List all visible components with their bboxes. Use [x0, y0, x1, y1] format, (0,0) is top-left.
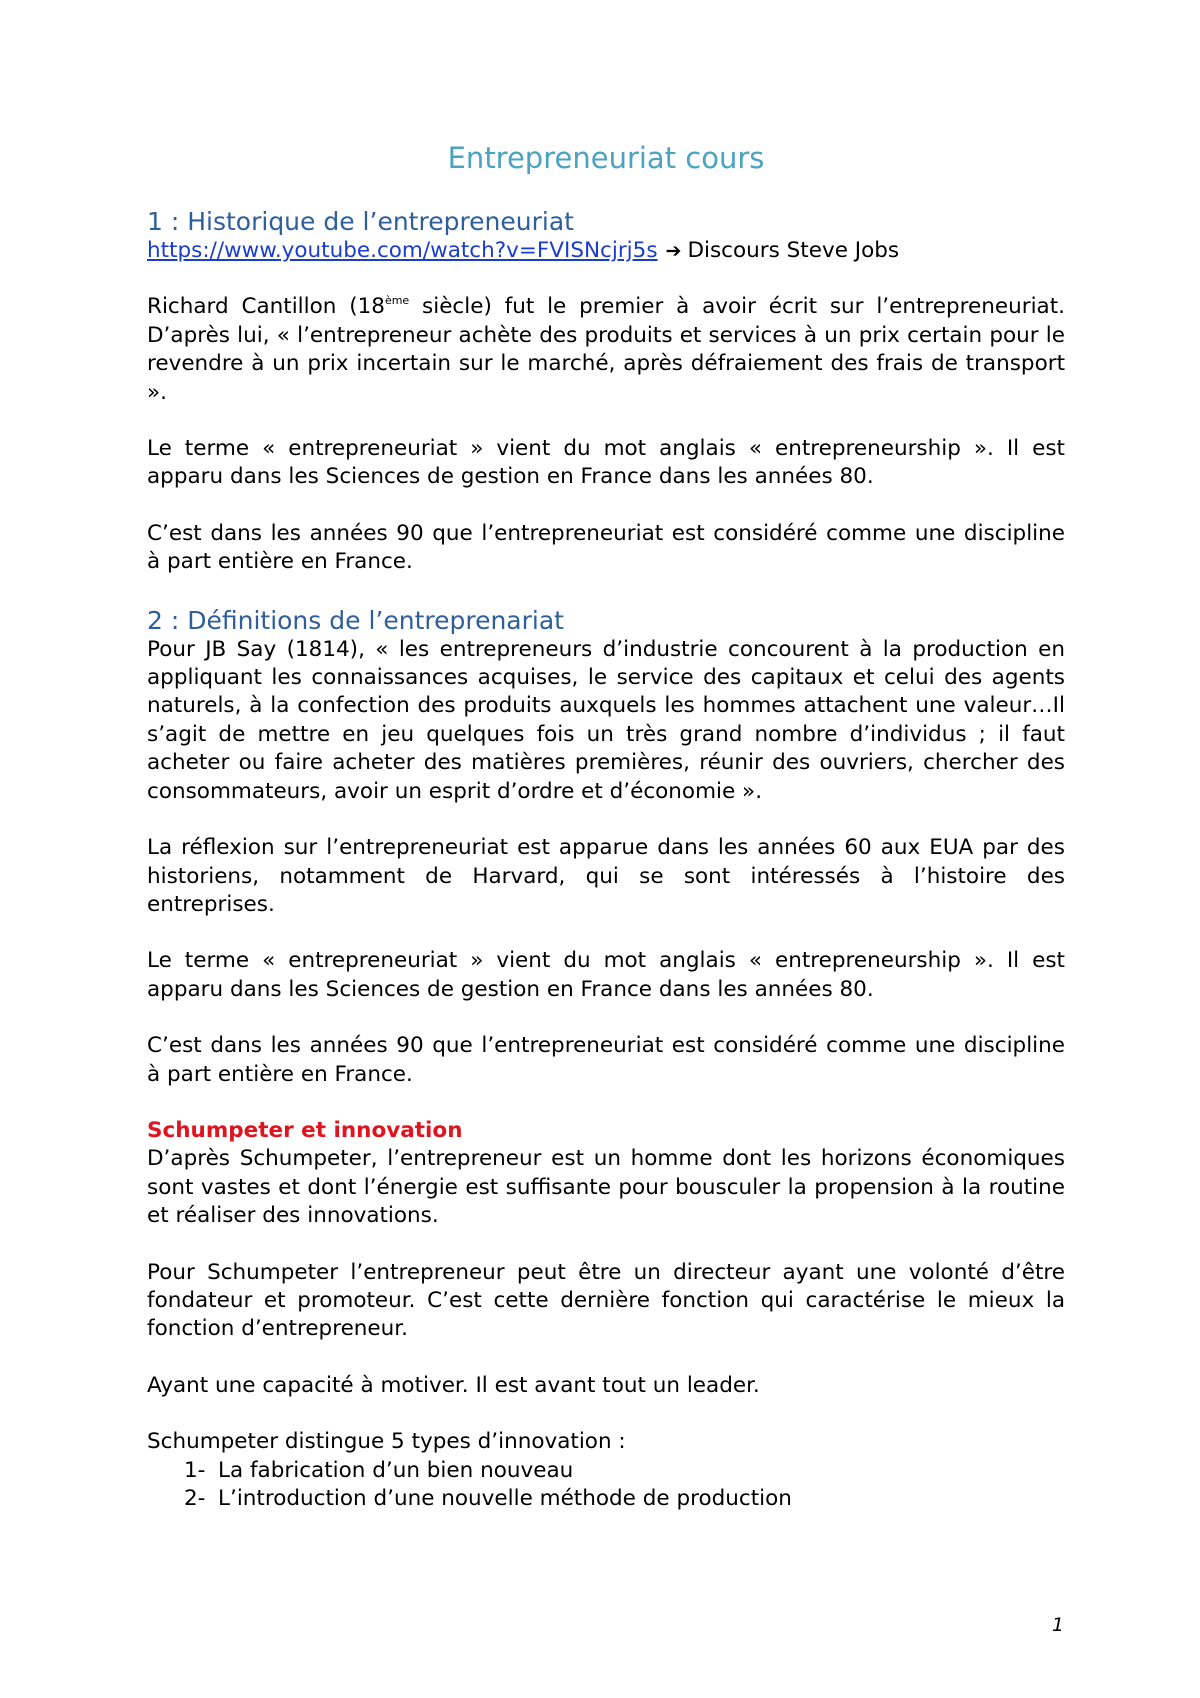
paragraph-cantillon	[147, 293, 1065, 407]
list-item	[147, 1457, 1065, 1485]
paragraph-leader: Ayant une capacité à motiver. Il est avant tout un leader.	[147, 1372, 760, 1398]
innovation-list	[147, 1457, 1065, 1514]
paragraph-schumpeter-horizons: D’après Schumpeter, l’entrepreneur est un homme dont les horizons économiques sont vastes et dont l’énergie est suffisante pour bousculer la propension à la routine et réaliser des innovations.	[147, 1146, 1065, 1229]
link-line	[147, 237, 1065, 265]
section-heading-definitions: 2 : Définitions de l’entreprenariat	[147, 605, 564, 635]
paragraph-text: Richard Cantillon (18	[147, 294, 385, 320]
paragraph-terme: Le terme « entrepreneuriat » vient du mot anglais « entrepreneurship ». Il est apparu dans les Sciences de gestion en France dans les années 80.	[147, 436, 1065, 490]
right-arrow-icon: ➔	[665, 240, 682, 262]
section-heading-historique: 1 : Historique de l’entrepreneuriat	[147, 207, 574, 236]
paragraph-jb-say: Pour JB Say (1814), « les entrepreneurs d’industrie concourent à la production en appliquant les connaissances acquises, le service des capitaux et celui des agents naturels, à la confection des produits auxquels les hommes attachent une valeur…Il s’agit de mettre en jeu quelques fois un très grand nombre d’individus ; il faut acheter ou faire acheter des matières premières, réunir des ouvriers, chercher des consommateurs, avoir un esprit d’ordre et d’économie ».	[147, 636, 1065, 804]
paragraph-text: siècle) fut le premier à avoir écrit sur l’entrepreneuriat. D’après lui, « l’entrepreneur achète des produits et services à un prix certain pour le revendre à un prix incertain sur le marché, après défraiement des frais de transport ».	[147, 294, 1065, 405]
youtube-link[interactable]: https://www.youtube.com/watch?v=FVISNcjrj5s	[147, 238, 658, 263]
paragraph-terme-repeat: Le terme « entrepreneuriat » vient du mot anglais « entrepreneurship ». Il est apparu dans les Sciences de gestion en France dans les années 80.	[147, 948, 1065, 1002]
paragraph-annees-90: C’est dans les années 90 que l’entrepreneuriat est considéré comme une discipline à part entière en France.	[147, 520, 1065, 575]
section-heading-schumpeter: Schumpeter et innovation	[147, 1117, 463, 1143]
list-item-number: 2-	[184, 1486, 206, 1511]
paragraph-schumpeter-directeur: Pour Schumpeter l’entrepreneur peut être un directeur ayant une volonté d’être fondateur et promoteur. C’est cette dernière fonction qui caractérise le mieux la fonction d’entrepreneur.	[147, 1259, 1065, 1342]
list-item-text: L’introduction d’une nouvelle méthode de production	[218, 1486, 792, 1511]
paragraph-types-innovation: Schumpeter distingue 5 types d’innovation :	[147, 1429, 626, 1455]
link-caption: Discours Steve Jobs	[687, 238, 900, 263]
superscript: ème	[384, 294, 410, 308]
paragraph-reflexion: La réflexion sur l’entrepreneuriat est apparue dans les années 60 aux EUA par des historiens, notamment de Harvard, qui se sont intéressés à l’histoire des entreprises.	[147, 835, 1065, 917]
list-item-number: 1-	[184, 1457, 206, 1483]
list-item-text: La fabrication d’un bien nouveau	[218, 1457, 574, 1483]
document-body	[147, 138, 1065, 1513]
list-item	[147, 1485, 1065, 1513]
document-title: Entrepreneuriat cours	[447, 141, 765, 175]
paragraph-annees-90-repeat: C’est dans les années 90 que l’entrepreneuriat est considéré comme une discipline à part entière en France.	[147, 1033, 1065, 1087]
page-number: 1	[1051, 1614, 1064, 1636]
